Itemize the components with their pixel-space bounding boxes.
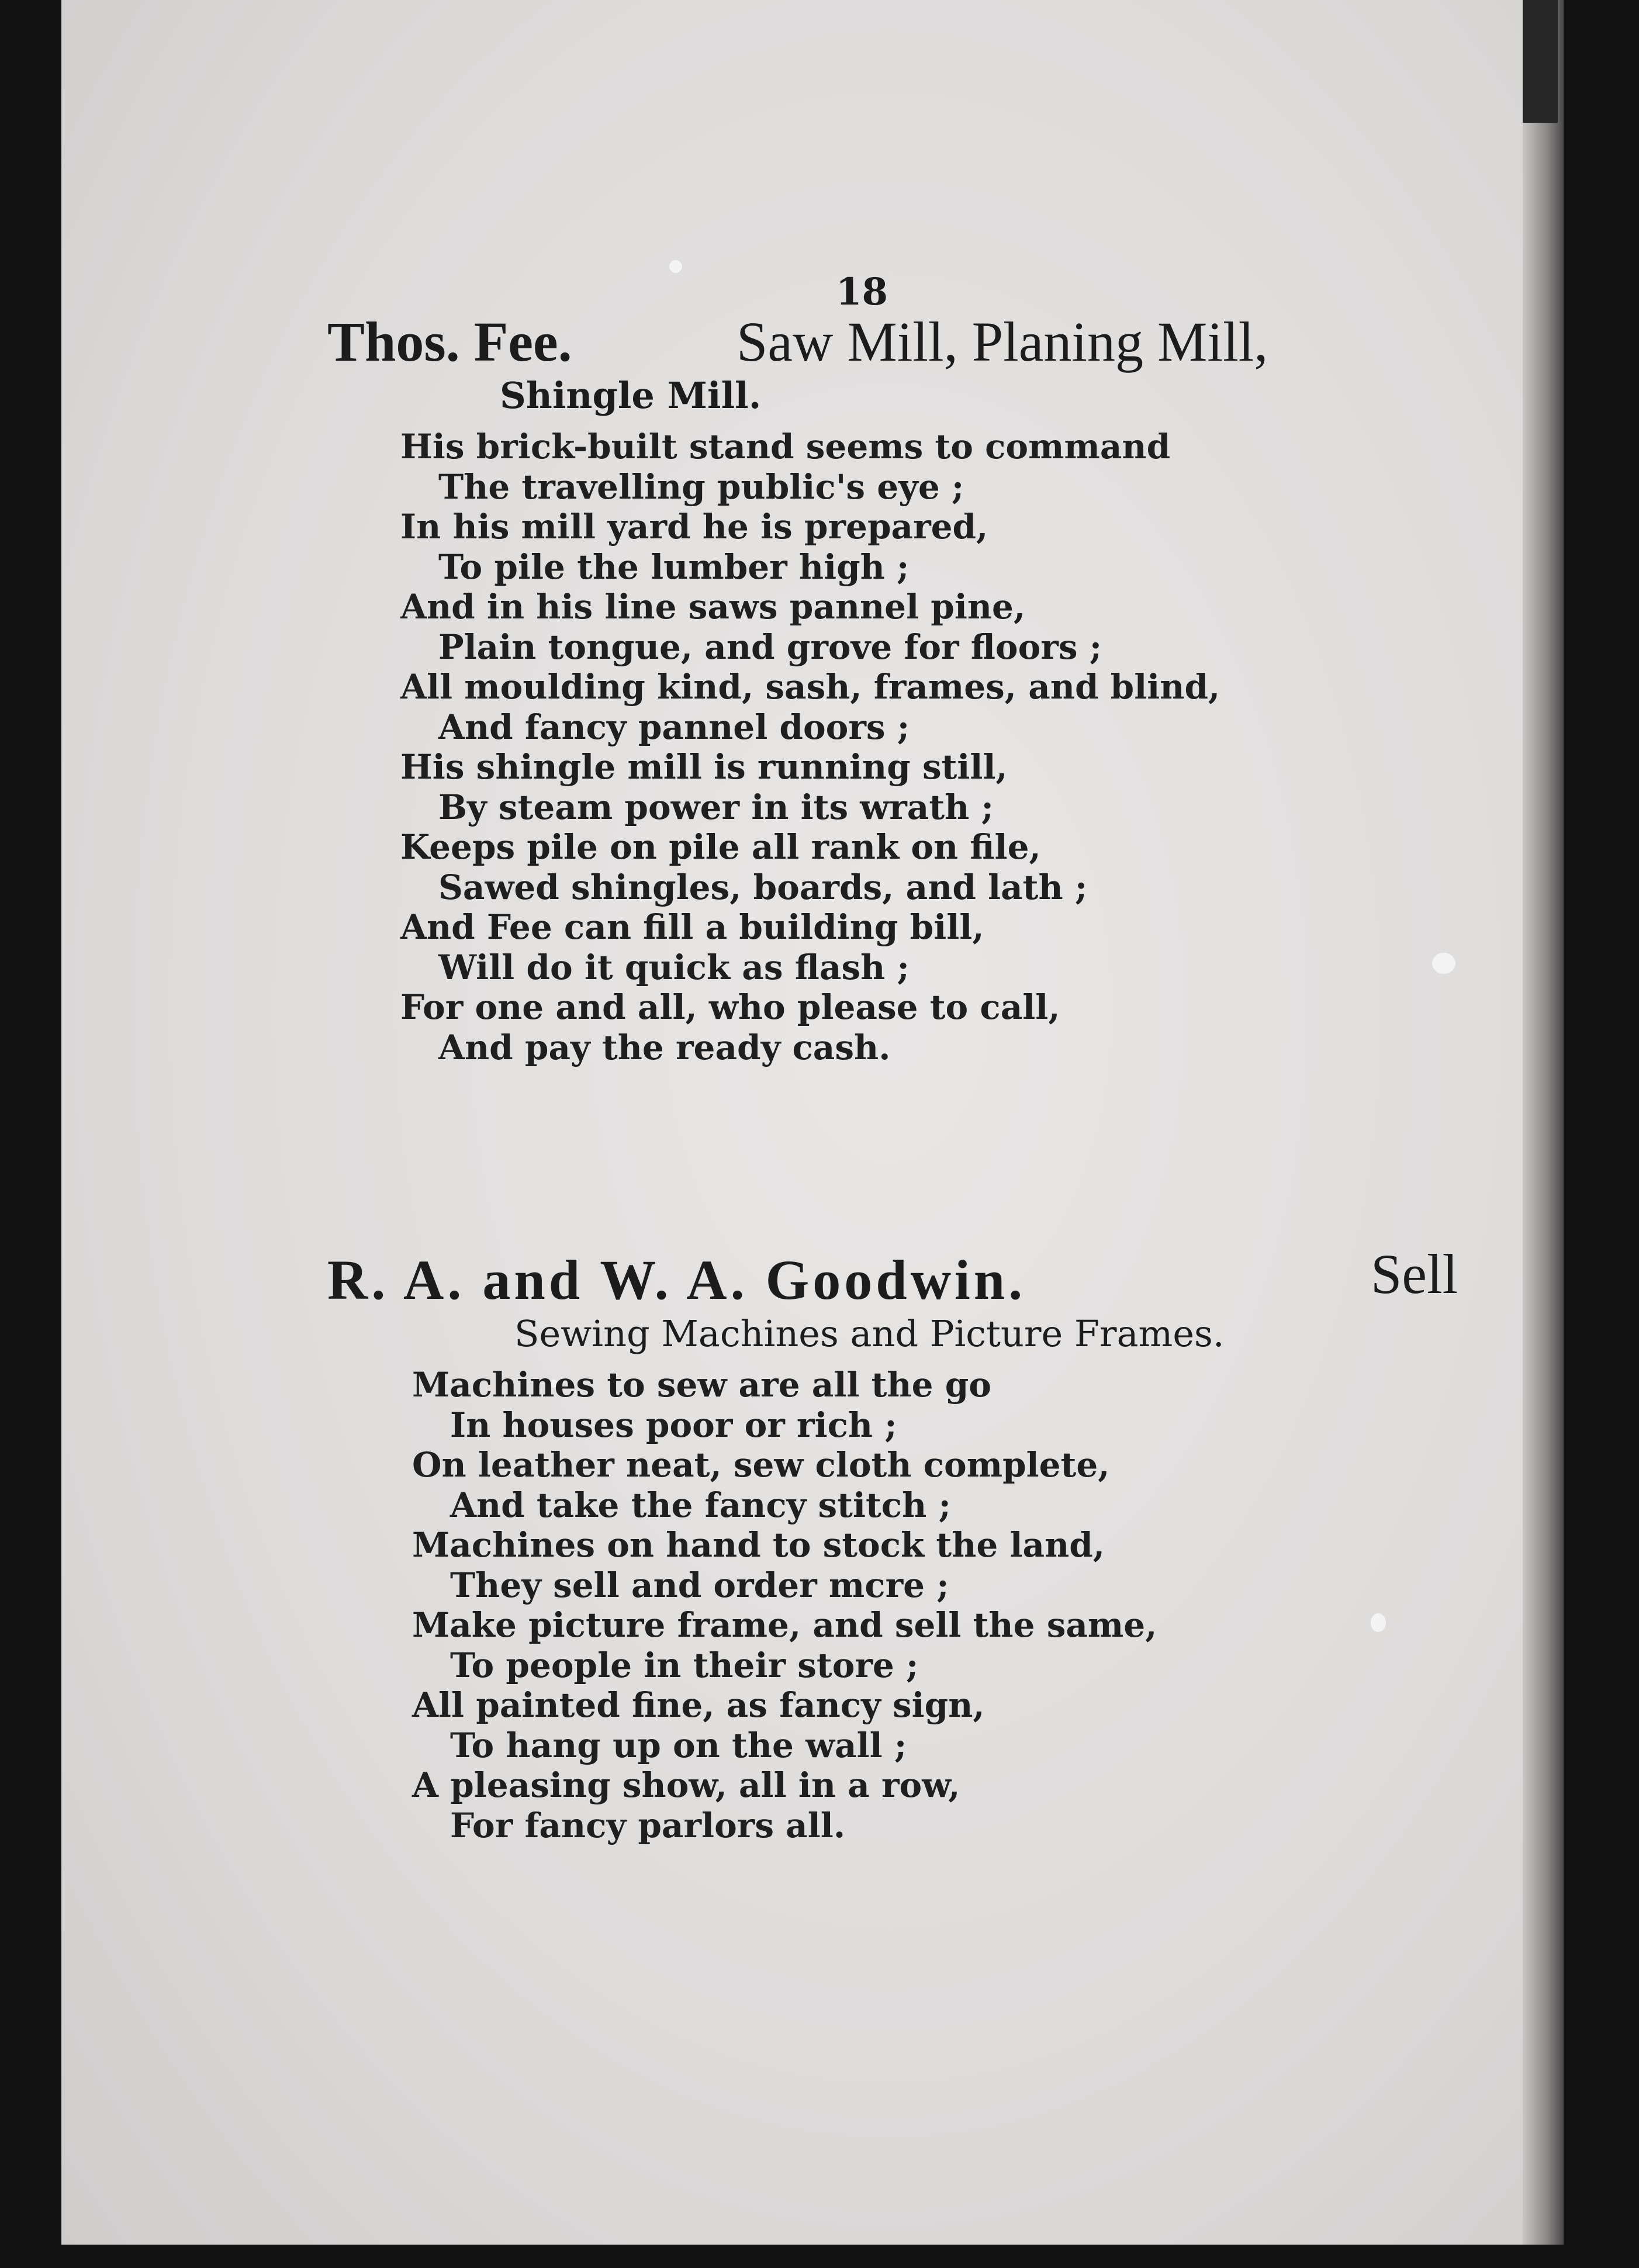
verse-line: For one and all, who please to call, [400, 987, 1060, 1027]
verse-line: To hang up on the wall ; [450, 1725, 907, 1765]
verse-line: Machines to sew are all the go [412, 1365, 991, 1405]
paper-speck [669, 260, 682, 273]
entry-heading-trade: Sell [1371, 1243, 1458, 1305]
verse-line: They sell and order mcre ; [450, 1565, 949, 1605]
verse-block [400, 427, 1220, 1067]
verse-line: And in his line saws pannel pine, [400, 587, 1026, 627]
verse-line: Will do it quick as flash ; [438, 947, 910, 987]
verse-line: And pay the ready cash. [438, 1027, 891, 1067]
verse-line: His shingle mill is running still, [400, 747, 1008, 787]
verse-block [412, 1365, 1157, 1845]
verse-line: In his mill yard he is prepared, [400, 507, 988, 547]
verse-line: And fancy pannel doors ; [438, 707, 910, 747]
verse-line: In houses poor or rich ; [450, 1405, 897, 1445]
entry-subheading: Sewing Machines and Picture Frames. [514, 1312, 1225, 1355]
verse-line: By steam power in its wrath ; [438, 787, 994, 827]
entry-subheading: Shingle Mill. [500, 374, 762, 417]
verse-line: Make picture frame, and sell the same, [412, 1605, 1157, 1645]
verse-line: All moulding kind, sash, frames, and blind, [400, 667, 1220, 707]
verse-line: On leather neat, sew cloth complete, [412, 1445, 1110, 1485]
verse-line: And Fee can fill a building bill, [400, 907, 984, 947]
verse-line: For fancy parlors all. [450, 1805, 846, 1845]
verse-line: To pile the lumber high ; [438, 547, 910, 587]
document-page [61, 0, 1564, 2245]
verse-line: All painted fine, as fancy sign, [412, 1685, 985, 1725]
page-spine-shadow [1523, 0, 1564, 2245]
entry-heading-name: Thos. Fee. [327, 310, 572, 373]
verse-line: Plain tongue, and grove for floors ; [438, 627, 1102, 667]
verse-line: A pleasing show, all in a row, [412, 1765, 960, 1805]
verse-line: His brick-built stand seems to command [400, 427, 1171, 466]
entry-heading-name: R. A. and W. A. Goodwin. [327, 1249, 1026, 1311]
verse-line: Keeps pile on pile all rank on file, [400, 827, 1041, 867]
verse-line: Sawed shingles, boards, and lath ; [438, 867, 1088, 907]
binding-edge [1523, 0, 1558, 123]
entry-heading-trade: Saw Mill, Planing Mill, [736, 310, 1268, 373]
verse-line: To people in their store ; [450, 1645, 919, 1685]
verse-line: Machines on hand to stock the land, [412, 1525, 1105, 1565]
verse-line: And take the fancy stitch ; [450, 1485, 951, 1525]
page-number: 18 [836, 270, 888, 314]
verse-line: The travelling public's eye ; [438, 466, 964, 507]
paper-speck [1432, 953, 1455, 974]
paper-speck [1371, 1613, 1386, 1632]
